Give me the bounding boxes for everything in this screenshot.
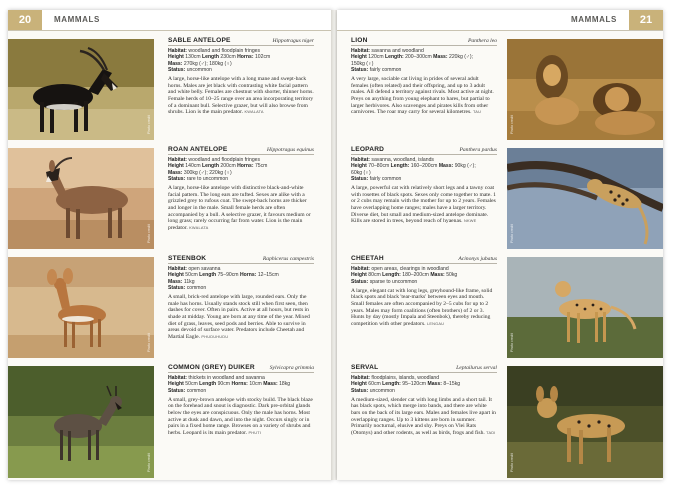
common-duiker-entry	[168, 364, 314, 436]
entry-facts: Habitat: open savanna Height 50cm Length 75–90cm Horns: 12–15cm Mass: 11kg Status: common	[168, 266, 279, 291]
sable-antelope-photo	[8, 39, 154, 140]
local-name: TAU	[472, 109, 482, 115]
local-name: PHUTI	[248, 429, 262, 435]
left-page	[8, 10, 333, 480]
entry-description: A large, horse-like antelope with distinctive black-and-white facial pattern. The long ears are tufted. Sexes are alike with a grizzled grey to rufous coat. The swept-back horns are thicker and longer in the male. Small female herds are often accompanied by a bull. A selective grazer, it favours medium or long grass; rarely occurring far from water. Lion is the main predator. KWALATA	[168, 185, 311, 231]
entry-description: A medium-sized, slender cat with long limbs and a short tail. It has black spots, which merge into bands, and there are white bars on the back of its large ears. Males and females live apart in overlapping ranges. Up to 3 kittens are born in summer. Primarily nocturnal, elusive and shy. Preys on Vlei Rats (Otomys) and other rodents, as well as birds, frogs and fish. TADI	[351, 396, 496, 436]
scientific-name: Sylvicapra grimmia	[269, 365, 314, 371]
entry-facts: Habitat: savanna and woodland Height 120cm Length: 200–300cm Mass: 220kg (♂); 150kg (♀) Status: fairly common	[351, 48, 473, 73]
entry-description: A small, brick-red antelope with large, rounded ears. Only the male has horns. Usually stands stock still when first seen, then dashes for cover. Often in pairs. Active at all hours, but rests in shade at midday. Young are born at any time of the year. Mixed diet of grass, leaves, seed pods and berries. Able to survive in areas devoid of surface water. Predators include Cheetah and Martial Eagle. PHUDUHUDU	[168, 294, 310, 340]
steenbok-photo	[8, 257, 154, 358]
entry-title: SERVAL	[351, 364, 379, 371]
right-section-title: MAMMALS	[571, 15, 617, 24]
entry-facts: Habitat: woodland and floodplain fringes Height 140cm Length 200cm Horns: 75cm Mass: 300kg (♂); 220kg (♀) Status: rare to uncommon	[168, 157, 268, 182]
roan-antelope-entry	[168, 146, 314, 231]
entry-title: CHEETAH	[351, 255, 384, 262]
left-section-title: MAMMALS	[54, 15, 100, 24]
right-page	[337, 10, 663, 480]
entry-description: A large, powerful cat with relatively short legs and a tawny coat with rosettes of black spots. Sexes only come together to mate. 1 or 2 cubs may remain with the mother for up to 2 years. Females have overlapping home ranges; males have a larger territory. Diverse diet, but small and medium-sized antelope dominate. Kills are stored in trees, beyond reach of hyaenas. NKWE	[351, 185, 496, 225]
steenbok-entry	[168, 255, 314, 340]
scientific-name: Hippotragus niger	[272, 38, 314, 44]
photo-credit: Photo credit	[510, 115, 514, 134]
photo-credit: Photo credit	[147, 115, 151, 134]
local-name: PHUDUHUDU	[201, 333, 229, 339]
entry-description: A small, grey-brown antelope with stocky build. The black blaze on the forehead and snout is diagnostic. Dark pre-orbital glands below the eyes are conspicuous. Only the male has horns. Most active at dusk and dawn, and into the night. Occurs singly or in pairs in a fixed home range. Browses on a variety of shrubs and herbs. Leopard is its main predator. PHUTI	[168, 396, 313, 436]
entry-title: LION	[351, 37, 368, 44]
entry-title: COMMON (GREY) DUIKER	[168, 364, 255, 371]
lion-entry	[351, 37, 497, 116]
scientific-name: Acinonyx jubatus	[458, 256, 497, 262]
entry-facts: Habitat: woodland and floodplain fringes Height 130cm Length 230cm Horns: 102cm Mass: 270kg (♂); 180kg (♀) Status: uncommon	[168, 48, 271, 73]
common-duiker-photo	[8, 366, 154, 478]
local-name: KWALATA	[189, 224, 209, 230]
leopard-entry	[351, 146, 497, 225]
photo-credit: Photo credit	[510, 333, 514, 352]
local-name: TADI	[486, 429, 496, 435]
sable-antelope-entry	[168, 37, 314, 116]
local-name: NKWE	[463, 218, 477, 224]
leopard-photo	[507, 148, 663, 249]
photo-credit: Photo credit	[147, 453, 151, 472]
photo-credit: Photo credit	[147, 333, 151, 352]
entry-description: A large, elegant cat with long legs, greyhound-like frame, solid black spots and black 'tear-marks' between eyes and mouth. Small females are often accompanied by 2–5 cubs for up to 2 years. Males may form coalitions (often brothers) of 2 or 3. Hunts by day (mostly Impala and Steenbok), thereby reducing competition with other predators. LENGAU	[351, 287, 493, 327]
right-page-header	[337, 10, 663, 31]
serval-entry	[351, 364, 497, 436]
entry-title: ROAN ANTELOPE	[168, 146, 228, 153]
cheetah-photo	[507, 257, 663, 358]
entry-title: SABLE ANTELOPE	[168, 37, 231, 44]
scientific-name: Panthera pardus	[459, 147, 497, 153]
scientific-name: Raphicerus campestris	[262, 256, 314, 262]
right-page-number: 21	[629, 10, 663, 30]
photo-credit: Photo credit	[510, 224, 514, 243]
scientific-name: Leptailurus serval	[456, 365, 497, 371]
serval-photo	[507, 366, 663, 478]
entry-description: A very large, sociable cat living in prides of several adult females (often related) and their offspring, and up to 3 adult males. All defend a territory against rivals. Most active at night. Preys on anything from young elephant to hares, but partial to larger herbivores. Also scavenges and pirates kills from other carnivores. The roar may carry for several kilometres. TAU	[351, 76, 494, 116]
entry-facts: Habitat: thickets in woodland and savanna Height 50cm Length 90cm Horns: 10cm Mass: 18kg Status: common	[168, 375, 291, 394]
entry-description: A large, horse-like antelope with a long mane and swept-back horns. Males are jet black with contrasting white facial pattern and white belly. Females are chestnut with shorter, thinner horns. Female herds of 10–25 range over an area incorporating territory of a dominant bull. Selective grazer, but will also browse from shrubs. Lion is the main predator. KWALATA	[168, 76, 314, 116]
entry-facts: Habitat: savanna, woodland, islands Height 70–80cm Length: 160–200cm Mass: 90kg (♂); 60kg (♀) Status: fairly common	[351, 157, 476, 182]
photo-credit: Photo credit	[510, 453, 514, 472]
local-name: KWALATA	[244, 109, 264, 115]
roan-antelope-photo	[8, 148, 154, 249]
photo-credit: Photo credit	[147, 224, 151, 243]
scientific-name: Panthera leo	[467, 38, 497, 44]
left-page-header	[8, 10, 333, 31]
entry-title: LEOPARD	[351, 146, 385, 153]
entry-facts: Habitat: floodplains, islands, woodland Height 60cm Length: 95–120cm Mass: 8–15kg Status: uncommon	[351, 375, 461, 394]
scientific-name: Hippotragus equinus	[266, 147, 314, 153]
lion-photo	[507, 39, 663, 140]
entry-facts: Habitat: open areas, clearings in woodland Height 80cm Length: 180–200cm Mass: 50kg Status: sparse to uncommon	[351, 266, 458, 285]
left-page-number: 20	[8, 10, 42, 30]
entry-title: STEENBOK	[168, 255, 207, 262]
cheetah-entry	[351, 255, 497, 327]
local-name: LENGAU	[426, 320, 445, 326]
